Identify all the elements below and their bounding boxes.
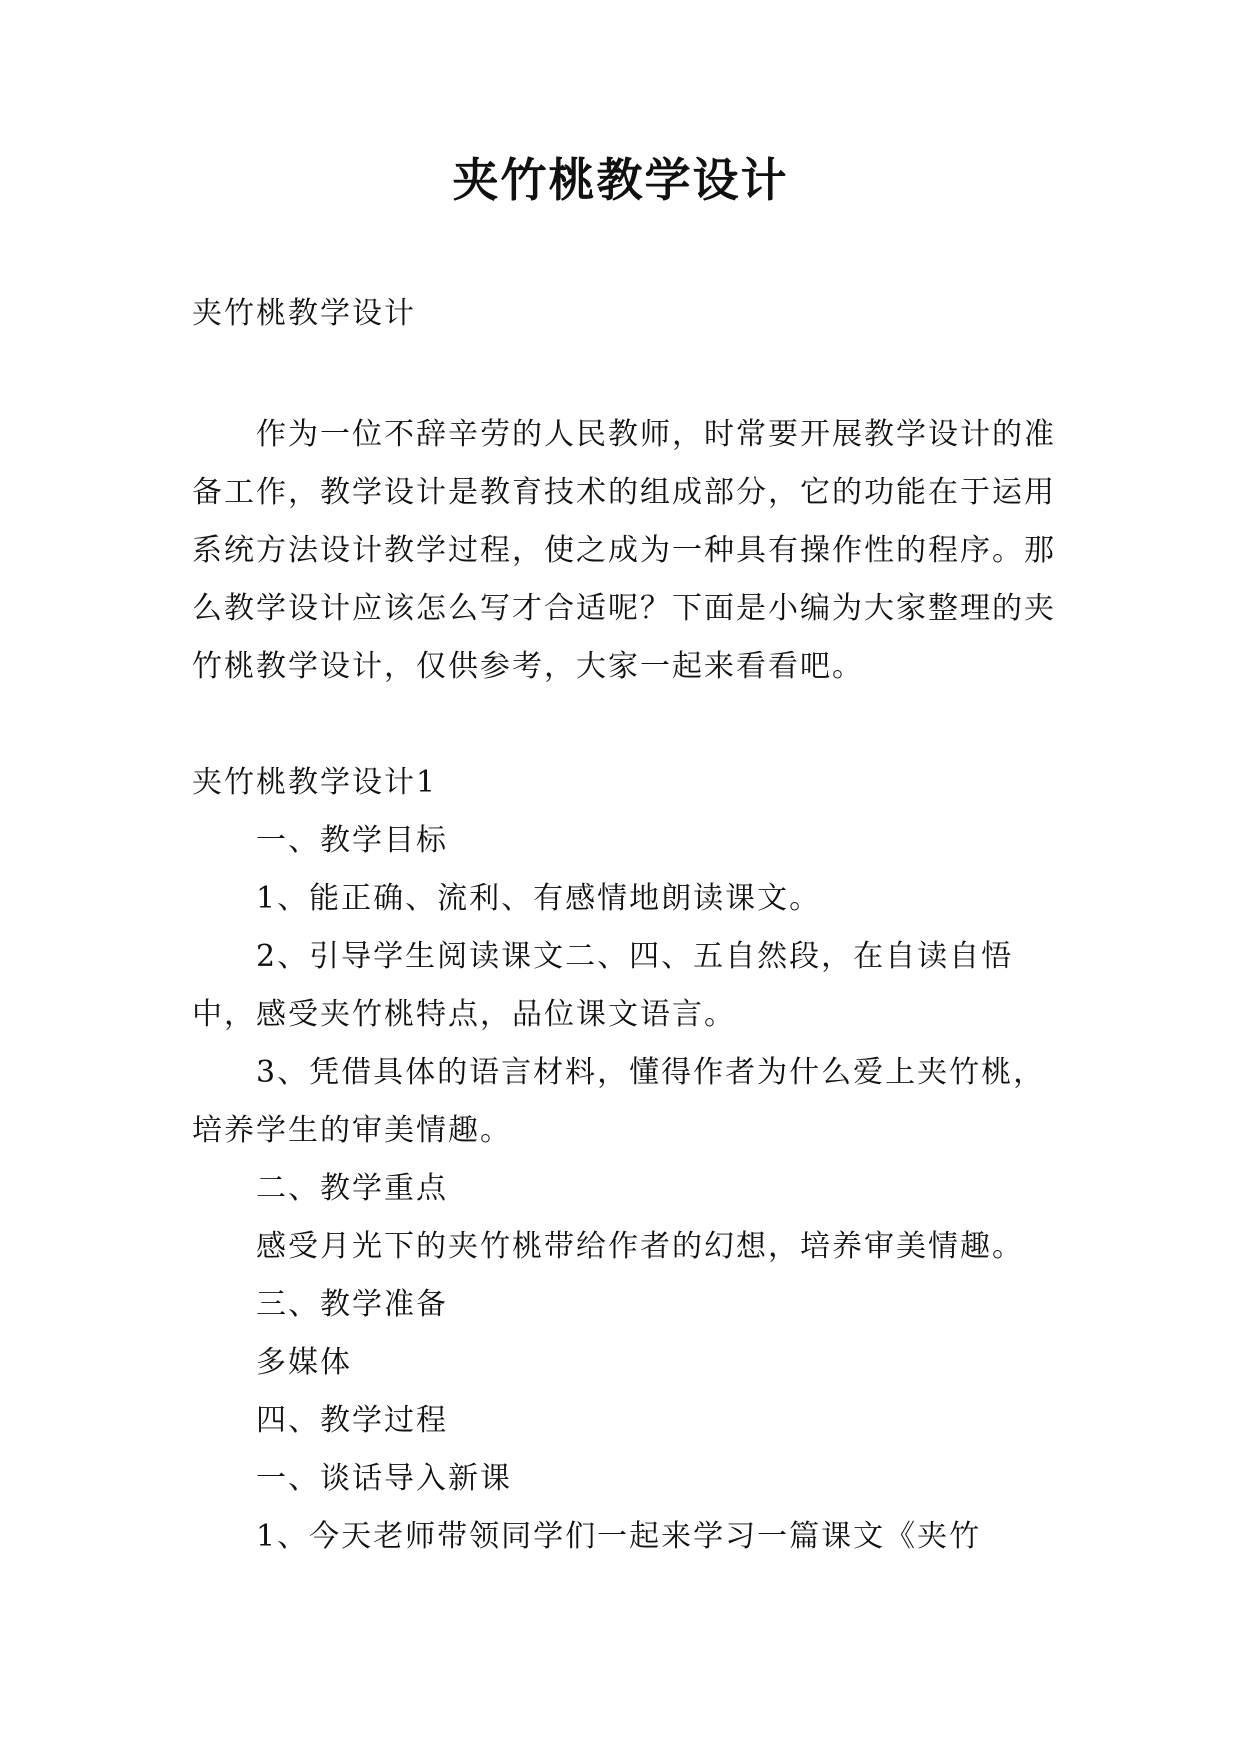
goal-item-1: 1、能正确、流利、有感情地朗读课文。 bbox=[256, 881, 822, 916]
process-step-heading: 一、谈话导入新课 bbox=[256, 1461, 512, 1496]
goal-item-3: 3、凭借具体的语言材料，懂得作者为什么爱上夹竹桃，培养学生的审美情趣。 bbox=[192, 1055, 1046, 1148]
lesson-content bbox=[192, 754, 1072, 1566]
goal-item-2: 2、引导学生阅读课文二、四、五自然段，在自读自悟中，感受夹竹桃特点，品位课文语言。 bbox=[192, 939, 1014, 1032]
heading-teaching-focus: 二、教学重点 bbox=[256, 1171, 448, 1206]
teaching-focus-text: 感受月光下的夹竹桃带给作者的幻想，培养审美情趣。 bbox=[256, 1229, 1024, 1264]
intro-paragraph: 作为一位不辞辛劳的人民教师，时常要开展教学设计的准备工作，教学设计是教育技术的组成部分，它的功能在于运用系统方法设计教学过程，使之成为一种具有操作性的程序。那么教学设计应该怎么写才合适呢？下面是小编为大家整理的夹竹桃教学设计，仅供参考，大家一起来看看吧。 bbox=[192, 417, 1056, 684]
heading-teaching-process: 四、教学过程 bbox=[256, 1403, 448, 1438]
process-step-item-1: 1、今天老师带领同学们一起来学习一篇课文《夹竹 bbox=[256, 1519, 982, 1554]
heading-teaching-prep: 三、教学准备 bbox=[256, 1287, 448, 1322]
heading-teaching-goals: 一、教学目标 bbox=[256, 823, 448, 858]
document-title: 夹竹桃教学设计 bbox=[452, 153, 789, 207]
document-subtitle: 夹竹桃教学设计 bbox=[192, 296, 416, 331]
section-title: 夹竹桃教学设计1 bbox=[192, 765, 438, 800]
teaching-prep-text: 多媒体 bbox=[256, 1345, 352, 1380]
